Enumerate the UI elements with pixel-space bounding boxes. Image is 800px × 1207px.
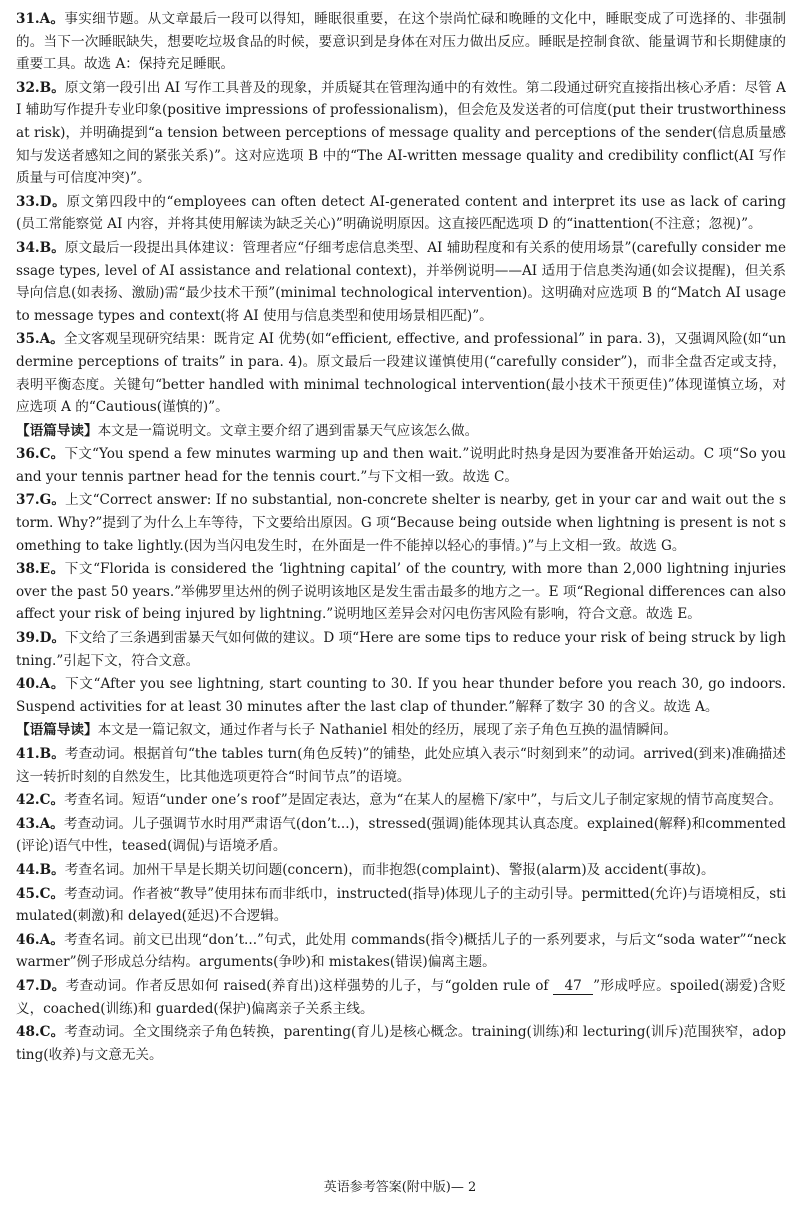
answer-48: 48.C。考查动词。全文围绕亲子角色转换，parenting(育儿)是核心概念。training(训练)和 lecturing(训斥)范围狭窄，adopting(收养)与文意无关。: [16, 1024, 786, 1063]
answer-item: [16, 489, 786, 557]
answer-item: [16, 743, 786, 788]
answer-item: [16, 883, 786, 928]
answer-number: 38.E。: [16, 561, 65, 578]
answer-text: 考查动词。儿子强调节水时用严肃语气(don’t...)，stressed(强调)能体现其认真态度。explained(解释)和commented(评论)语气中性，teased(调侃)与语境矛盾。: [16, 815, 786, 855]
answer-text: 原文最后一段提出具体建议：管理者应“仔细考虑信息类型、AI 辅助程度和有关系的使用场景”(carefully consider message types, level of AI assistance and relational context)，并举例说明——AI 适用于信息类沟通(如会议提醒)，但关系导向信息(如表扬、激励)需“最少技术干预”(minimal technological intervention)。这明确对应选项 B 的“Match AI usage to message types and context(将 AI 使用与信息类型和使用场景相匹配)”。: [16, 239, 786, 324]
answer-text: 下文“After you see lightning, start counting to 30. If you hear thunder before you reach 30, go indoors. Suspend activities for at least 30 minutes after the last clap of thunder.”解释了数字 30 的含义。故选 A。: [16, 676, 786, 715]
answer-47: 47.D。考查动词。作者反思如何 raised(养育出)这样强势的儿子，与“golden rule of 47 ”形成呼应。spoiled(溺爱)含贬义，coached(训练)和 guarded(保护)偏离亲子关系主线。: [16, 977, 786, 1017]
answer-item: [16, 191, 786, 236]
answer-text: 事实细节题。从文章最后一段可以得知，睡眠很重要，在这个崇尚忙碌和晚睡的文化中，睡眠变成了可选择的、非强制的。当下一次睡眠缺失，想要吃垃圾食品的时候，要意识到是身体在对压力做出反应。睡眠是控制食欲、能量调节和长期健康的重要工具。故选 A：保持充足睡眠。: [16, 11, 786, 73]
answer-number: 45.C。: [16, 885, 65, 902]
answer-number: 44.B。: [16, 861, 65, 878]
answer-text: 原文第一段引出 AI 写作工具普及的现象，并质疑其在管理沟通中的有效性。第二段通过研究直接指出核心矛盾：尽管 AI 辅助写作提升专业印象(positive impressions of professionalism)，但会危及发送者的可信度(put their trustworthiness at risk)，并明确提到“a tension between perceptions of message quality and perceptions of the sender(信息质量感知与发送者感知之间的紧张关系)”。这对应选项 B 中的“The AI-written message quality and credibility conflict(AI 写作质量与可信度冲突)”。: [16, 79, 786, 187]
answer-text: 考查动词。作者被“教导”使用抹布而非纸巾，instructed(指导)体现儿子的主动引导。permitted(允许)与语境相反，stimulated(刺激)和 delayed(延迟)不合逻辑。: [16, 885, 786, 925]
answer-number: 46.A。: [16, 931, 65, 948]
answer-item: [16, 443, 786, 488]
answer-text: 考查名词。前文已出现“don’t...”句式，此处用 commands(指令)概括儿子的一系列要求，与后文“soda water”“neck warmer”例子形成总分结构。arguments(争吵)和 mistakes(错误)偏离主题。: [16, 931, 786, 971]
answer-number: 32.B。: [16, 79, 65, 96]
answer-number: 36.C。: [16, 446, 65, 463]
answer-number: 31.A。: [16, 11, 65, 27]
answer-item: [16, 627, 786, 672]
answer-item: [16, 789, 786, 812]
answer-number: 35.A。: [16, 331, 64, 348]
passage-guide-2: 【语篇导读】本文是一篇记叙文，通过作者与长子 Nathaniel 相处的经历，展现了亲子角色互换的温情瞬间。: [16, 722, 677, 739]
answer-text: 考查动词。根据首句“the tables turn(角色反转)”的铺垫，此处应填入表示“时刻到来”的动词。arrived(到来)准确描述这一转折时刻的自然发生，比其他选项更符合“时间节点”的语境。: [16, 746, 786, 785]
answer-number: 40.A。: [16, 676, 66, 693]
answer-text: 下文给了三条遇到雷暴天气如何做的建议。D 项“Here are some tips to reduce your risk of being struck by lightning.”引起下文，符合文意。: [16, 630, 786, 669]
answer-text: 下文“You spend a few minutes warming up and then wait.”说明此时热身是因为要准备开始运动。C 项“So you and your tennis partner head for the tennis court.”与下文相一致。故选 C。: [16, 446, 786, 485]
answer-text: 下文“Florida is considered the ‘lightning capital’ of the country, with more than 2,000 lightning injuries over the past 50 years.”举佛罗里达州的例子说明该地区是发生雷击最多的地方之一。E 项“Regional differences can also affect your risk of being injured by lightning.”说明地区差异会对闪电伤害风险有影响，符合文意。故选 E。: [16, 561, 786, 623]
answer-page: [16, 8, 786, 1168]
answer-number: 43.A。: [16, 815, 64, 832]
answer-item: [16, 929, 786, 974]
answer-item: [16, 8, 786, 76]
answer-text: 上文“Correct answer: If no substantial, non-concrete shelter is nearby, get in your car and wait out the storm. Why?”提到了为什么上车等待，下文要给出原因。G 项“Because being outside when lightning is present is not something to take lightly.(因为当闪电发生时，在外面是一件不能掉以轻心的事情。)”与上文相一致。故选 G。: [16, 492, 786, 554]
answer-text: 原文第四段中的“employees can often detect AI-generated content and interpret its use as lack of caring(员工常能察觉 AI 内容，并将其使用解读为缺乏关心)”明确说明原因。这直接匹配选项 D 的“inattention(不注意；忽视)”。: [16, 193, 786, 233]
answer-text: 考查名词。短语“under one’s roof”是固定表达，意为“在某人的屋檐下/家中”，与后文儿子制定家规的情节高度契合。: [64, 792, 782, 809]
answer-item: [16, 77, 786, 190]
answer-text: 考查名词。加州干旱是长期关切问题(concern)，而非抱怨(complaint)、警报(alarm)及 accident(事故)。: [64, 861, 715, 878]
blank-number: 47: [553, 979, 593, 995]
answer-item: [16, 859, 786, 882]
answer-item: [16, 558, 786, 626]
answer-number: 42.C。: [16, 792, 65, 809]
answer-item: [16, 813, 786, 858]
answer-item: [16, 328, 786, 418]
answer-number: 41.B。: [16, 746, 65, 762]
answer-item: [16, 237, 786, 327]
answer-number: 39.D。: [16, 630, 66, 647]
answer-text: 全文客观呈现研究结果：既肯定 AI 优势(如“efficient, effective, and professional” in para. 3)，又强调风险(如“undermine perceptions of traits” in para. 4)。原文最后一段建议谨慎使用(“carefully consider”)，而非全盘否定或支持，表明平衡态度。关键句“better handled with minimal technological intervention(最小技术干预更佳)”体现谨慎立场，对应选项 A 的“Cautious(谨慎的)”。: [16, 331, 786, 416]
answers-41-46: [16, 743, 786, 974]
answers-36-40: [16, 443, 786, 718]
answer-number: 34.B。: [16, 239, 65, 256]
answer-number: 33.D。: [16, 193, 67, 210]
answers-31-35: [16, 8, 786, 419]
answer-number: 37.G。: [16, 492, 66, 509]
answer-item: [16, 673, 786, 718]
page-footer: 英语参考答案(附中版)— 2: [323, 1180, 477, 1195]
passage-guide-1: 【语篇导读】本文是一篇说明文。文章主要介绍了遇到雷暴天气应该怎么做。: [16, 422, 479, 439]
